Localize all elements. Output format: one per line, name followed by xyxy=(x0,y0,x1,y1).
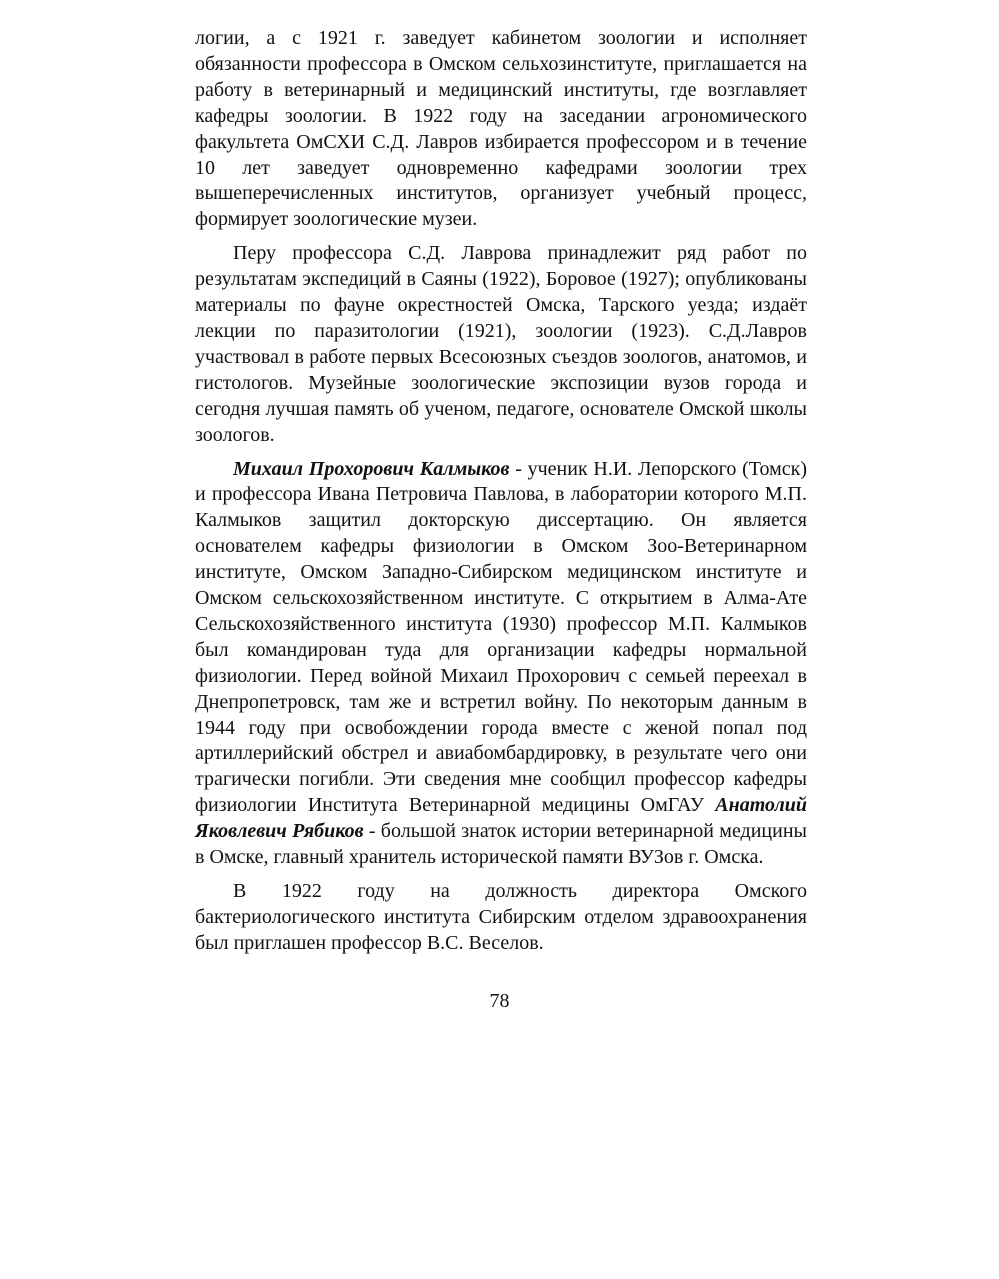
person-name-ryabikov: Анатолий Яковлевич Рябиков xyxy=(195,794,807,843)
paragraph-4 xyxy=(195,879,807,957)
paragraph-2 xyxy=(195,241,807,448)
paragraph-3 xyxy=(195,457,807,872)
paragraph-4-text: В 1922 году на должность директора Омского бактериологического института Сибирским отделом здравоохранения был приглашен профессор В.С. Веселов. xyxy=(195,880,807,954)
paragraph-2-text: Перу профессора С.Д. Лаврова принадлежит ряд работ по результатам экспедиций в Саяны (1922), Боровое (1927); опубликованы материалы по фауне окрестностей Омска, Тарского уезда; издаёт лекции по паразитологии (1921), зоологии (1923). С.Д.Лавров участвовал в работе первых Всесоюзных съездов зоологов, анатомов, и гистологов. Музейные зоологические экспозиции вузов города и сегодня лучшая память об ученом, педагоге, основателе Омской школы зоологов. xyxy=(195,242,807,446)
page-number: 78 xyxy=(489,990,510,1012)
body-text xyxy=(195,26,807,965)
paragraph-1 xyxy=(195,26,807,233)
paragraph-3-text-b: - большой знаток истории ветеринарной медицины в Омске, главный хранитель исторической памяти ВУЗов г. Омска. xyxy=(195,820,807,869)
paragraph-3-text-a: - ученик Н.И. Лепорского (Томск) и профессора Ивана Петровича Павлова, в лаборатории которого М.П. Калмыков защитил докторскую диссертацию. Он является основателем кафедры физиологии в Омском Зоо-Ветеринарном институте, Омском Западно-Сибирском медицинском институте и Омском сельскохозяйственном институте. С открытием в Алма-Ате Сельскохозяйственного института (1930) профессор М.П. Калмыков был командирован туда для организации кафедры нормальной физиологии. Перед войной Михаил Прохорович с семьей переехал в Днепропетровск, там же и встретил войну. По некоторым данным в 1944 году при освобождении города вместе с женой попал под артиллерийский обстрел и авиабомбардировку, в результате чего они трагически погибли. Эти сведения мне сообщил профессор кафедры физиологии Института Ветеринарной медицины ОмГАУ xyxy=(195,457,807,817)
person-name-kalmykov: Михаил Прохорович Калмыков xyxy=(233,457,510,480)
paragraph-1-text: логии, а с 1921 г. заведует кабинетом зоологии и исполняет обязанности профессора в Омском сельхозинституте, приглашается на работу в ветеринарный и медицинский институты, где возглавляет кафедры зоологии. В 1922 году на заседании агрономического факультета ОмСХИ С.Д. Лавров избирается профессором и в течение 10 лет заведует одновременно кафедрами зоологии трех вышеперечисленных институтов, организует учебный процесс, формирует зоологические музеи. xyxy=(195,27,807,231)
